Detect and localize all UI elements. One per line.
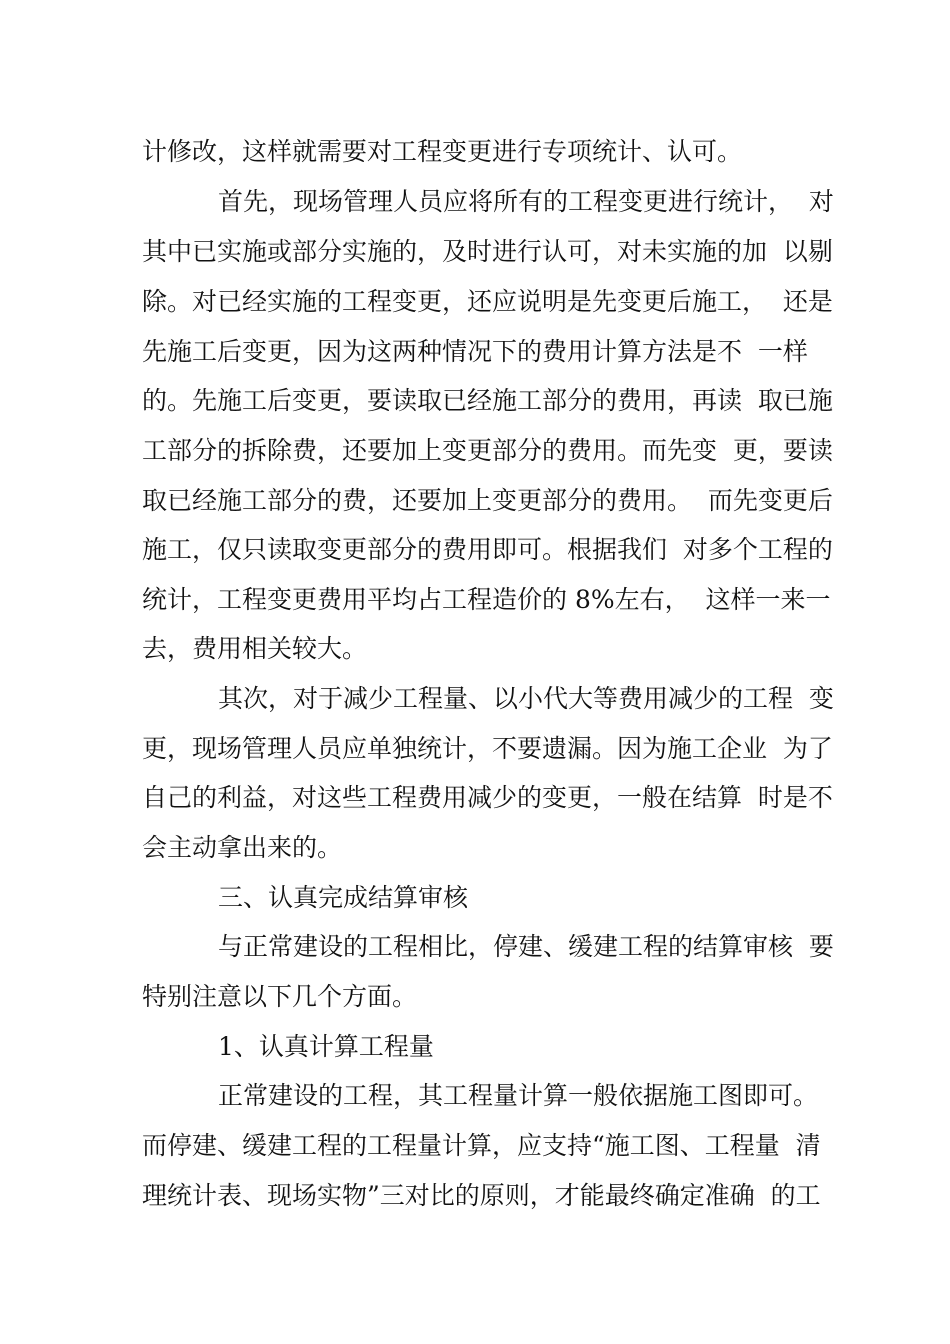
text-line: 而停建、缓建工程的工程量计算，应支持“施工图、工程量 清 [142,1131,821,1160]
paragraph-first-line: 正常建设的工程，其工程量计算一般依据施工图即可。 [218,1081,819,1110]
text-line: 先施工后变更，因为这两种情况下的费用计算方法是不 一样 [142,337,808,366]
text-line: 理统计表、现场实物”三对比的原则，才能最终确定准确 的工 [142,1181,821,1210]
text-line: 去，费用相关较大。 [142,634,368,663]
text-line: 施工，仅只读取变更部分的费用即可。根据我们 对多个工程的 [142,535,833,564]
text-line: 除。对已经实施的工程变更，还应说明是先变更后施工， 还是 [142,287,833,316]
subsection-heading: 1、认真计算工程量 [218,1032,434,1061]
text-line: 计修改，这样就需要对工程变更进行专项统计、认可。 [142,137,743,166]
paragraph-first-line: 其次，对于减少工程量、以小代大等费用减少的工程 变 [218,684,834,713]
text-line: 取已经施工部分的费，还要加上变更部分的费用。 而先变更后 [142,486,833,515]
text-line: 统计，工程变更费用平均占工程造价的 8%左右， 这样一来一 [142,585,831,614]
section-heading: 三、认真完成结算审核 [218,883,469,912]
text-line: 自己的利益，对这些工程费用减少的变更，一般在结算 时是不 [142,783,833,812]
paragraph-first-line: 首先，现场管理人员应将所有的工程变更进行统计， 对 [218,187,834,216]
text-line: 其中已实施或部分实施的，及时进行认可，对未实施的加 以剔 [142,237,833,266]
paragraph-first-line: 与正常建设的工程相比，停建、缓建工程的结算审核 要 [218,932,834,961]
text-line: 工部分的拆除费，还要加上变更部分的费用。而先变 更，要读 [142,436,833,465]
text-line: 更，现场管理人员应单独统计，不要遗漏。因为施工企业 为了 [142,734,833,763]
text-line: 会主动拿出来的。 [142,833,343,862]
text-line: 的。先施工后变更，要读取已经施工部分的费用，再读 取已施 [142,386,833,415]
text-line: 特别注意以下几个方面。 [142,982,418,1011]
